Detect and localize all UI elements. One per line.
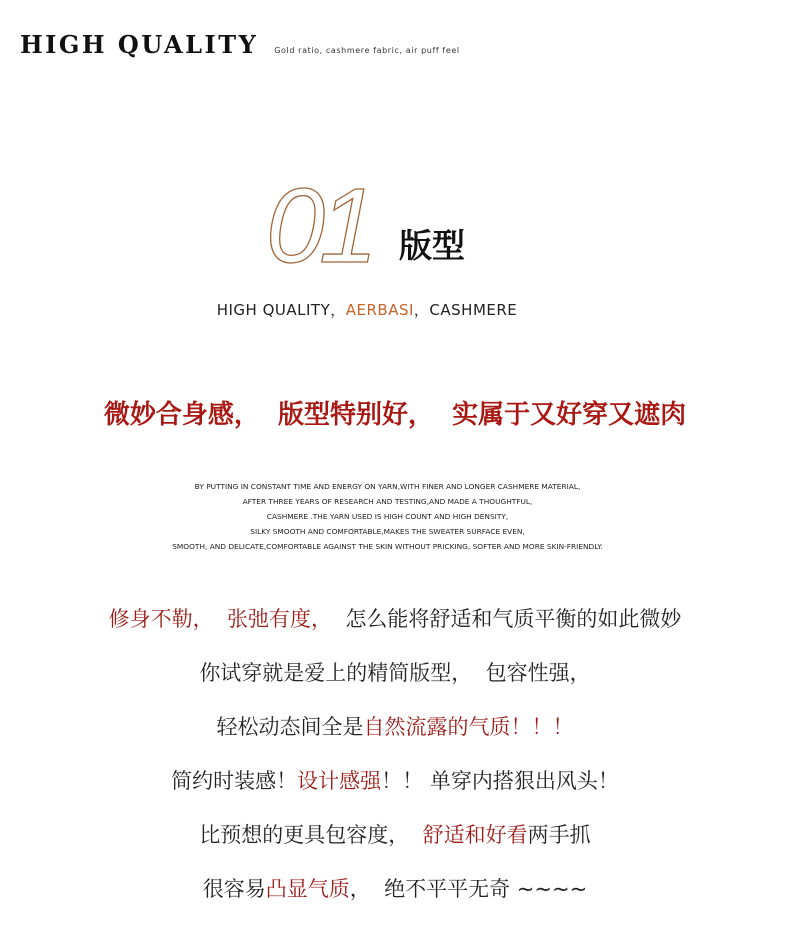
feature-line-5 bbox=[0, 816, 790, 870]
line-text: 比预想的更具包容度， bbox=[199, 823, 423, 847]
line-text: 很容易 bbox=[202, 877, 266, 901]
highlight-text: 舒适和好看 bbox=[422, 823, 528, 847]
feature-line-6 bbox=[0, 870, 790, 924]
line-text: 轻松动态间全是 bbox=[216, 715, 364, 739]
highlight-text: 自然流露的气质！！！ bbox=[363, 715, 574, 739]
section-number-text: 01 bbox=[266, 172, 372, 272]
line-text: 两手抓 bbox=[527, 823, 591, 847]
header-subtitle: Gold ratio, cashmere fabric, air puff feel bbox=[274, 46, 460, 55]
section-number bbox=[262, 172, 392, 272]
brand-line bbox=[0, 299, 734, 320]
headline: 微妙合身感， 版型特别好， 实属于又好穿又遮肉 bbox=[103, 400, 687, 430]
header bbox=[20, 30, 460, 59]
feature-line-1 bbox=[0, 600, 790, 654]
brand-name: AERBASI bbox=[345, 301, 414, 319]
line-text: ， 绝不平平无奇 ~~~~ bbox=[349, 877, 588, 901]
feature-line-2 bbox=[0, 654, 790, 708]
description-paragraph bbox=[0, 479, 775, 554]
line-text: 你试穿就是爱上的精简版型， 包容性强， bbox=[199, 661, 591, 685]
line-text: 怎么能将舒适和气质平衡的如此微妙 bbox=[332, 607, 682, 631]
highlight-text: 设计感强 bbox=[297, 769, 382, 793]
paragraph-line: CASHMERE .THE YARN USED IS HIGH COUNT AND HIGH DENSITY, bbox=[266, 512, 509, 521]
line-text: 简约时装感！ bbox=[171, 769, 298, 793]
paragraph-line: SILKY SMOOTH AND COMFORTABLE,MAKES THE SWEATER SURFACE EVEN, bbox=[250, 527, 525, 536]
header-title: HIGH QUALITY bbox=[20, 30, 259, 59]
feature-line-4 bbox=[0, 762, 790, 816]
paragraph-line: SMOOTH, AND DELICATE,COMFORTABLE AGAINST THE SKIN WITHOUT PRICKING, SOFTER AND MORE SKIN-FRIENDLY. bbox=[172, 542, 603, 551]
paragraph-line: AFTER THREE YEARS OF RESEARCH AND TESTING,AND MADE A THOUGHTFUL, bbox=[242, 497, 533, 506]
section-title: 版型 bbox=[399, 226, 465, 265]
line-text: ！！ 单穿内搭狠出风头！ bbox=[381, 769, 619, 793]
highlight-text: 修身不勒， 张弛有度， bbox=[108, 607, 332, 631]
brand-line-part2: ，CASHMERE bbox=[413, 301, 518, 319]
feature-lines bbox=[0, 600, 790, 924]
highlight-text: 凸显气质 bbox=[265, 877, 350, 901]
paragraph-line: BY PUTTING IN CONSTANT TIME AND ENERGY ON YARN,WITH FINER AND LONGER CASHMERE MATERIAL, bbox=[194, 482, 581, 491]
brand-line-part1: HIGH QUALITY， bbox=[216, 301, 346, 319]
feature-line-3 bbox=[0, 708, 790, 762]
